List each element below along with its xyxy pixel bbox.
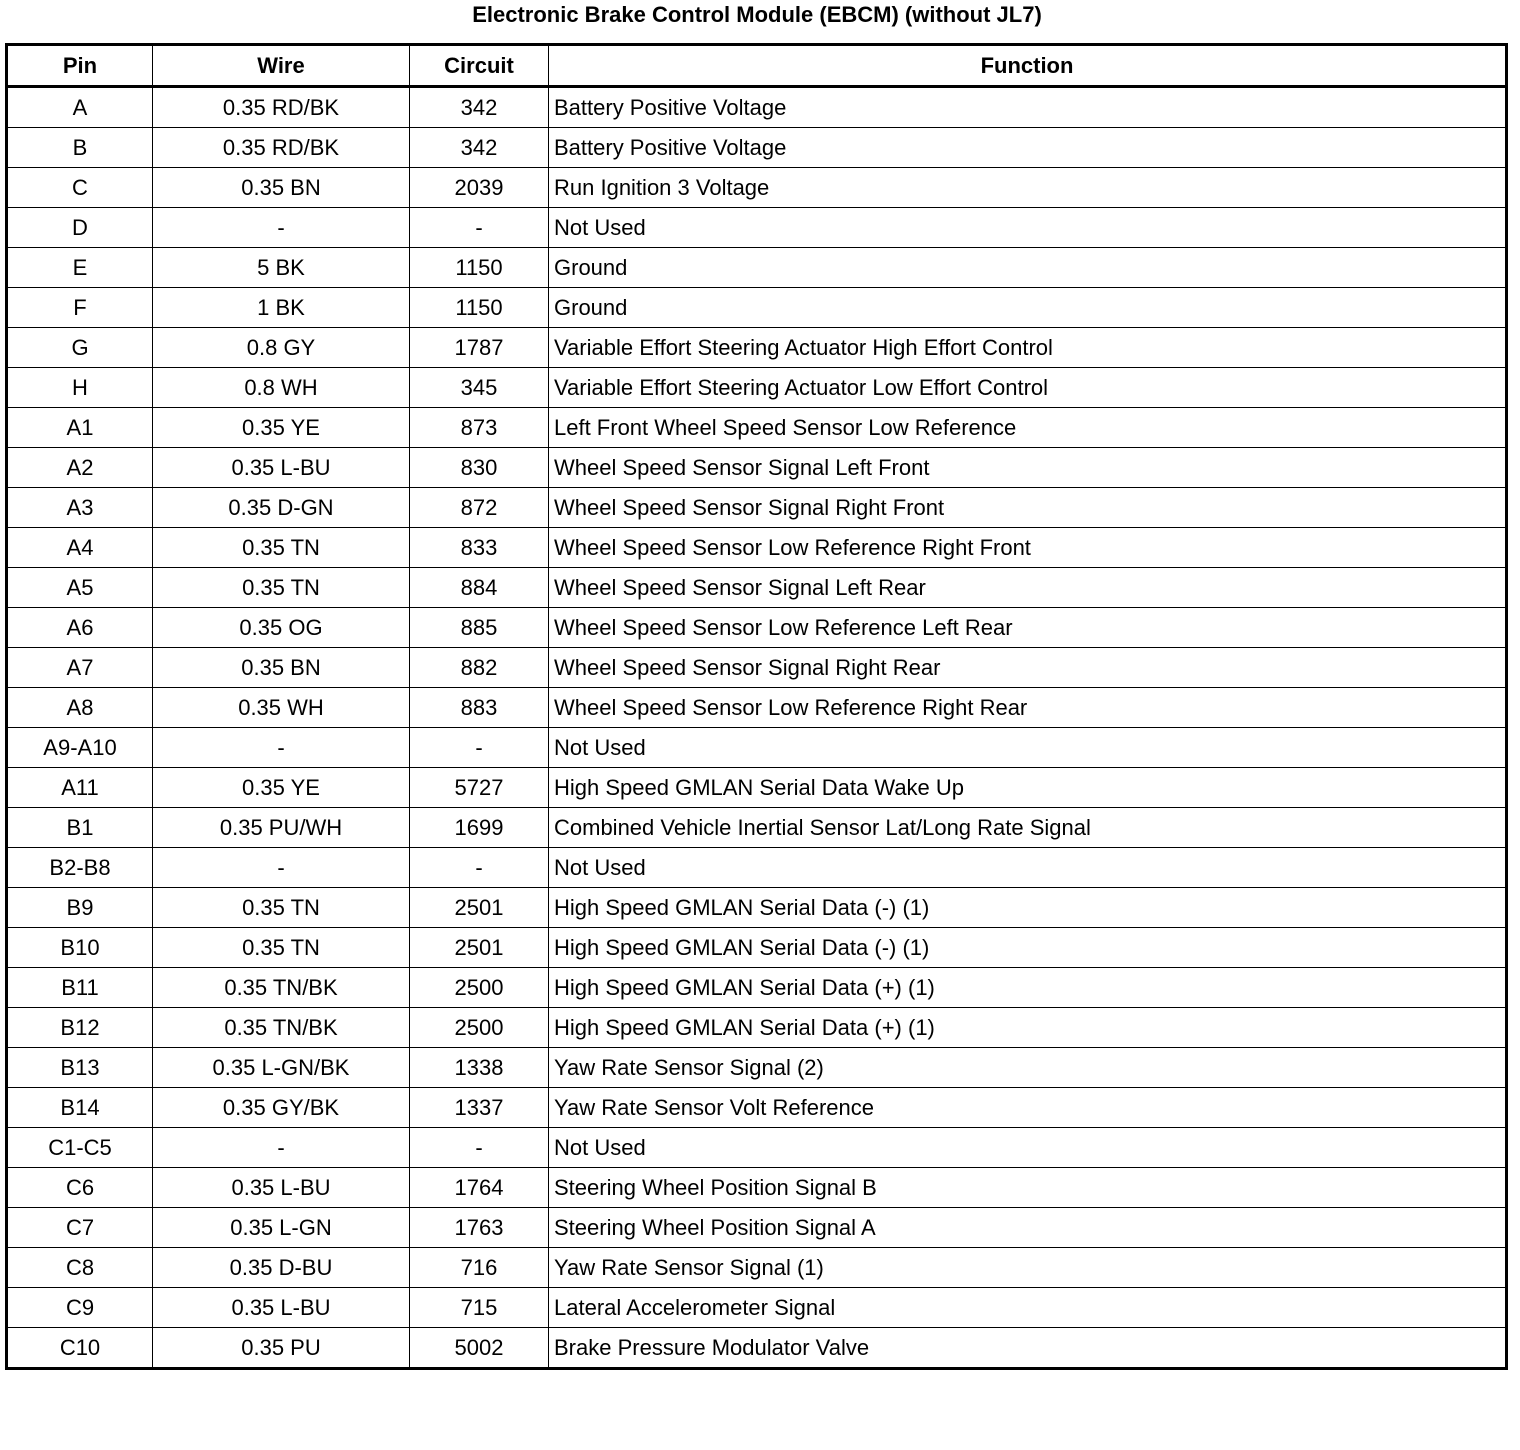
wire-cell: - <box>153 848 410 888</box>
function-cell: Wheel Speed Sensor Signal Left Rear <box>549 568 1507 608</box>
wire-cell: 0.35 TN <box>153 568 410 608</box>
table-row <box>7 248 1507 288</box>
circuit-cell: 1150 <box>410 248 549 288</box>
table-header-row <box>7 45 1507 87</box>
pinout-table <box>5 43 1508 1370</box>
table-row <box>7 448 1507 488</box>
circuit-cell: 882 <box>410 648 549 688</box>
wire-cell: 0.35 PU/WH <box>153 808 410 848</box>
circuit-cell: 2501 <box>410 928 549 968</box>
pin-cell: C <box>7 168 153 208</box>
wire-cell: 0.35 YE <box>153 768 410 808</box>
circuit-cell: 873 <box>410 408 549 448</box>
table-row <box>7 608 1507 648</box>
wire-cell: - <box>153 1128 410 1168</box>
pin-cell: A1 <box>7 408 153 448</box>
function-cell: Ground <box>549 288 1507 328</box>
wire-cell: 0.35 BN <box>153 168 410 208</box>
table-row <box>7 488 1507 528</box>
pin-cell: A2 <box>7 448 153 488</box>
circuit-cell: 5727 <box>410 768 549 808</box>
function-cell: Not Used <box>549 848 1507 888</box>
pin-cell: B <box>7 128 153 168</box>
function-cell: Variable Effort Steering Actuator Low Effort Control <box>549 368 1507 408</box>
function-cell: Left Front Wheel Speed Sensor Low Reference <box>549 408 1507 448</box>
function-cell: Wheel Speed Sensor Signal Left Front <box>549 448 1507 488</box>
pin-cell: E <box>7 248 153 288</box>
pin-cell: A9-A10 <box>7 728 153 768</box>
circuit-cell: 1337 <box>410 1088 549 1128</box>
circuit-cell: 1699 <box>410 808 549 848</box>
circuit-cell: - <box>410 848 549 888</box>
function-cell: Not Used <box>549 728 1507 768</box>
column-header-function: Function <box>549 45 1507 87</box>
column-header-circuit: Circuit <box>410 45 549 87</box>
function-cell: Combined Vehicle Inertial Sensor Lat/Long Rate Signal <box>549 808 1507 848</box>
pin-cell: A6 <box>7 608 153 648</box>
function-cell: Steering Wheel Position Signal B <box>549 1168 1507 1208</box>
table-row <box>7 1248 1507 1288</box>
wire-cell: 0.35 L-GN <box>153 1208 410 1248</box>
table-body <box>7 87 1507 1369</box>
function-cell: Yaw Rate Sensor Signal (2) <box>549 1048 1507 1088</box>
circuit-cell: 2039 <box>410 168 549 208</box>
table-row <box>7 1328 1507 1369</box>
circuit-cell: 2501 <box>410 888 549 928</box>
table-row <box>7 1208 1507 1248</box>
pin-cell: H <box>7 368 153 408</box>
circuit-cell: 716 <box>410 1248 549 1288</box>
pin-cell: B1 <box>7 808 153 848</box>
pin-cell: A3 <box>7 488 153 528</box>
pin-cell: A7 <box>7 648 153 688</box>
function-cell: Yaw Rate Sensor Volt Reference <box>549 1088 1507 1128</box>
circuit-cell: 342 <box>410 128 549 168</box>
function-cell: Wheel Speed Sensor Low Reference Left Rear <box>549 608 1507 648</box>
column-header-pin: Pin <box>7 45 153 87</box>
circuit-cell: 833 <box>410 528 549 568</box>
table-row <box>7 1168 1507 1208</box>
circuit-cell: - <box>410 1128 549 1168</box>
function-cell: Battery Positive Voltage <box>549 128 1507 168</box>
table-row <box>7 368 1507 408</box>
wire-cell: 0.35 YE <box>153 408 410 448</box>
pin-cell: B2-B8 <box>7 848 153 888</box>
pin-cell: B13 <box>7 1048 153 1088</box>
function-cell: Lateral Accelerometer Signal <box>549 1288 1507 1328</box>
pin-cell: A8 <box>7 688 153 728</box>
function-cell: High Speed GMLAN Serial Data (-) (1) <box>549 928 1507 968</box>
table-row <box>7 1128 1507 1168</box>
table-row <box>7 528 1507 568</box>
circuit-cell: 1338 <box>410 1048 549 1088</box>
pin-cell: C10 <box>7 1328 153 1369</box>
circuit-cell: 342 <box>410 87 549 128</box>
pin-cell: B10 <box>7 928 153 968</box>
circuit-cell: - <box>410 208 549 248</box>
pin-cell: G <box>7 328 153 368</box>
function-cell: Ground <box>549 248 1507 288</box>
wire-cell: 0.35 L-BU <box>153 1288 410 1328</box>
circuit-cell: 2500 <box>410 1008 549 1048</box>
function-cell: Battery Positive Voltage <box>549 87 1507 128</box>
wire-cell: 0.35 OG <box>153 608 410 648</box>
circuit-cell: 715 <box>410 1288 549 1328</box>
function-cell: Wheel Speed Sensor Low Reference Right Front <box>549 528 1507 568</box>
wire-cell: 0.35 PU <box>153 1328 410 1369</box>
pin-cell: B11 <box>7 968 153 1008</box>
pin-cell: C6 <box>7 1168 153 1208</box>
circuit-cell: 872 <box>410 488 549 528</box>
pin-cell: B14 <box>7 1088 153 1128</box>
table-row <box>7 688 1507 728</box>
function-cell: Wheel Speed Sensor Signal Right Rear <box>549 648 1507 688</box>
table-row <box>7 408 1507 448</box>
circuit-cell: 1764 <box>410 1168 549 1208</box>
circuit-cell: 1763 <box>410 1208 549 1248</box>
wire-cell: 0.35 TN/BK <box>153 1008 410 1048</box>
pin-cell: C7 <box>7 1208 153 1248</box>
circuit-cell: 830 <box>410 448 549 488</box>
function-cell: Not Used <box>549 1128 1507 1168</box>
column-header-wire: Wire <box>153 45 410 87</box>
circuit-cell: 885 <box>410 608 549 648</box>
wire-cell: - <box>153 728 410 768</box>
function-cell: Steering Wheel Position Signal A <box>549 1208 1507 1248</box>
function-cell: Brake Pressure Modulator Valve <box>549 1328 1507 1369</box>
pin-cell: A5 <box>7 568 153 608</box>
wire-cell: 0.35 TN <box>153 928 410 968</box>
pin-cell: A11 <box>7 768 153 808</box>
wire-cell: 0.35 WH <box>153 688 410 728</box>
wire-cell: 0.35 RD/BK <box>153 87 410 128</box>
pin-cell: A4 <box>7 528 153 568</box>
table-row <box>7 1288 1507 1328</box>
wire-cell: 0.35 BN <box>153 648 410 688</box>
wire-cell: - <box>153 208 410 248</box>
function-cell: High Speed GMLAN Serial Data Wake Up <box>549 768 1507 808</box>
pin-cell: C9 <box>7 1288 153 1328</box>
table-row <box>7 928 1507 968</box>
wire-cell: 5 BK <box>153 248 410 288</box>
pin-cell: B9 <box>7 888 153 928</box>
table-row <box>7 87 1507 128</box>
table-row <box>7 568 1507 608</box>
table-row <box>7 968 1507 1008</box>
wire-cell: 0.35 L-BU <box>153 1168 410 1208</box>
table-row <box>7 168 1507 208</box>
circuit-cell: 1150 <box>410 288 549 328</box>
wire-cell: 0.35 TN/BK <box>153 968 410 1008</box>
circuit-cell: 345 <box>410 368 549 408</box>
circuit-cell: 884 <box>410 568 549 608</box>
circuit-cell: 883 <box>410 688 549 728</box>
circuit-cell: - <box>410 728 549 768</box>
table-row <box>7 728 1507 768</box>
function-cell: High Speed GMLAN Serial Data (+) (1) <box>549 968 1507 1008</box>
pin-cell: B12 <box>7 1008 153 1048</box>
table-row <box>7 648 1507 688</box>
pin-cell: A <box>7 87 153 128</box>
wire-cell: 0.35 L-GN/BK <box>153 1048 410 1088</box>
table-row <box>7 208 1507 248</box>
function-cell: Not Used <box>549 208 1507 248</box>
wire-cell: 0.35 TN <box>153 528 410 568</box>
wire-cell: 0.8 GY <box>153 328 410 368</box>
page-title: Electronic Brake Control Module (EBCM) (without JL7) <box>472 2 1042 27</box>
table-row <box>7 1008 1507 1048</box>
function-cell: Wheel Speed Sensor Low Reference Right Rear <box>549 688 1507 728</box>
table-row <box>7 808 1507 848</box>
pin-cell: C1-C5 <box>7 1128 153 1168</box>
wire-cell: 0.35 GY/BK <box>153 1088 410 1128</box>
function-cell: Variable Effort Steering Actuator High Effort Control <box>549 328 1507 368</box>
table-row <box>7 848 1507 888</box>
wire-cell: 0.8 WH <box>153 368 410 408</box>
wire-cell: 0.35 TN <box>153 888 410 928</box>
table-row <box>7 128 1507 168</box>
table-row <box>7 288 1507 328</box>
table-row <box>7 768 1507 808</box>
wire-cell: 0.35 D-BU <box>153 1248 410 1288</box>
wire-cell: 0.35 L-BU <box>153 448 410 488</box>
circuit-cell: 1787 <box>410 328 549 368</box>
function-cell: Run Ignition 3 Voltage <box>549 168 1507 208</box>
wire-cell: 0.35 RD/BK <box>153 128 410 168</box>
wire-cell: 1 BK <box>153 288 410 328</box>
table-row <box>7 328 1507 368</box>
pin-cell: D <box>7 208 153 248</box>
circuit-cell: 2500 <box>410 968 549 1008</box>
table-row <box>7 888 1507 928</box>
wire-cell: 0.35 D-GN <box>153 488 410 528</box>
table-row <box>7 1048 1507 1088</box>
function-cell: Wheel Speed Sensor Signal Right Front <box>549 488 1507 528</box>
function-cell: High Speed GMLAN Serial Data (+) (1) <box>549 1008 1507 1048</box>
circuit-cell: 5002 <box>410 1328 549 1369</box>
pin-cell: F <box>7 288 153 328</box>
function-cell: Yaw Rate Sensor Signal (1) <box>549 1248 1507 1288</box>
function-cell: High Speed GMLAN Serial Data (-) (1) <box>549 888 1507 928</box>
table-row <box>7 1088 1507 1128</box>
pin-cell: C8 <box>7 1248 153 1288</box>
